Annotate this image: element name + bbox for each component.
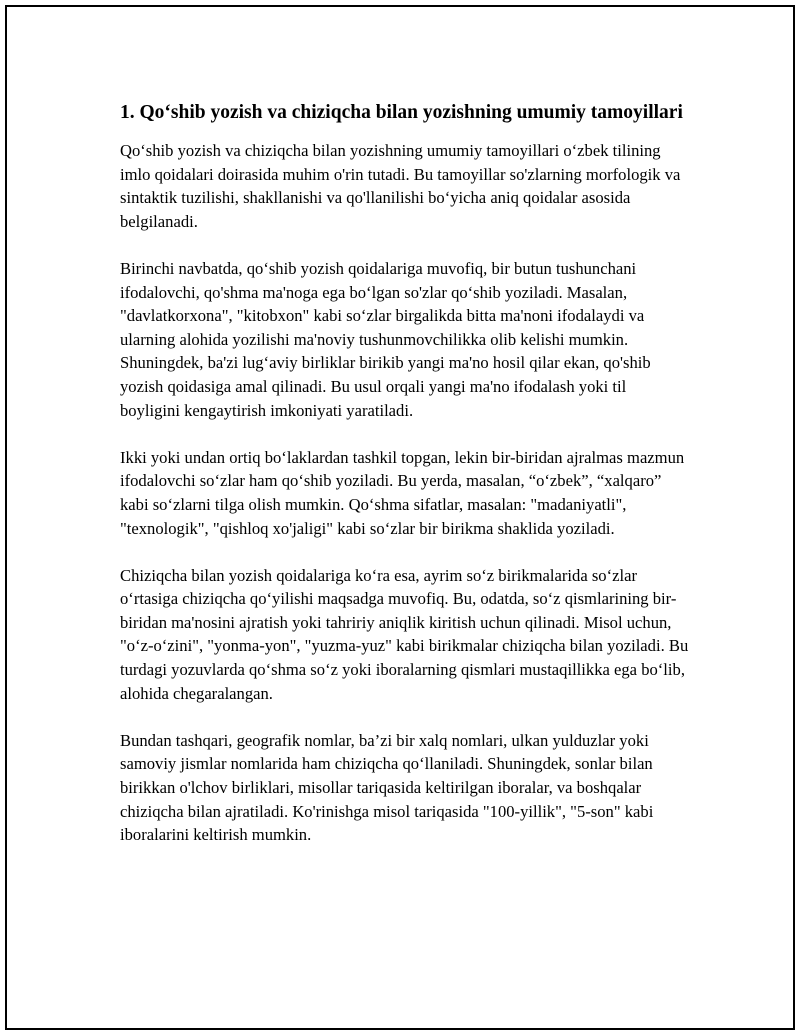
paragraph-2: Birinchi navbatda, qo‘shib yozish qoidalariga muvofiq, bir butun tushunchani ifodalovchi, qo'shma ma'noga ega bo‘lgan so'zlar qo‘shib yoziladi. Masalan, "davlatkorxona", "kitobxon" kabi so‘zlar birgalikda bitta ma'noni ifodalaydi va ularning alohida yozilishi ma'noviy tushunmovchilikka olib kelishi mumkin. Shuningdek, ba'zi lug‘aviy birliklar birikib yangi ma'no hosil qilar ekan, qo'shib yozish qoidasiga amal qilinadi. Bu usul orqali yangi ma'no ifodalash yoki til boyligini kengaytirish imkoniyati yaratiladi. xyxy=(120,258,651,420)
paragraph-3: Ikki yoki undan ortiq bo‘laklardan tashkil topgan, lekin bir-biridan ajralmas mazmun ifodalovchi so‘zlar ham qo‘shib yoziladi. Bu yerda, masalan, “o‘zbek”, “xalqaro” kabi so‘zlarni tilga olish mumkin. Qo‘shma sifatlar, masalan: "madaniyatli", "texnologik", "qishloq xo'jaligi" kabi so‘zlar bir birikma shaklida yoziladi. xyxy=(120,447,685,538)
document-body xyxy=(120,99,690,870)
section-heading: 1. Qo‘shib yozish va chiziqcha bilan yozishning umumiy tamoyillari xyxy=(120,102,683,123)
paragraph-5: Bundan tashqari, geografik nomlar, ba’zi bir xalq nomlari, ulkan yulduzlar yoki samoviy jismlar nomlarida ham chiziqcha qo‘llaniladi. Shuningdek, sonlar bilan birikkan o'lchov birliklari, misollar tariqasida keltirilgan iboralar, va boshqalar chiziqcha bilan ajratiladi. Ko'rinishga misol tariqasida "100-yillik", "5-son" kabi iboralarini keltirish mumkin. xyxy=(120,730,654,845)
page-frame xyxy=(5,5,795,1030)
paragraph-4: Chiziqcha bilan yozish qoidalariga ko‘ra esa, ayrim so‘z birikmalarida so‘zlar o‘rtasiga chiziqcha qo‘yilishi maqsadga muvofiq. Bu, odatda, so‘z qismlarining bir-biridan ma'nosini ajratish yoki tahririy aniqlik kiritish uchun qilinadi. Misol uchun, "o‘z-o‘zini", "yonma-yon", "yuzma-yuz" kabi birikmalar chiziqcha bilan yoziladi. Bu turdagi yozuvlarda qo‘shma so‘z yoki iboralarning qismlari mustaqillikka ega bo‘lib, alohida chegaralangan. xyxy=(120,565,689,703)
paragraph-1: Qo‘shib yozish va chiziqcha bilan yozishning umumiy tamoyillari o‘zbek tilining imlo qoidalari doirasida muhim o'rin tutadi. Bu tamoyillar so'zlarning morfologik va sintaktik tuzilishi, shakllanishi va qo'llanilishi bo‘yicha aniq qoidalar asosida belgilanadi. xyxy=(120,141,681,231)
